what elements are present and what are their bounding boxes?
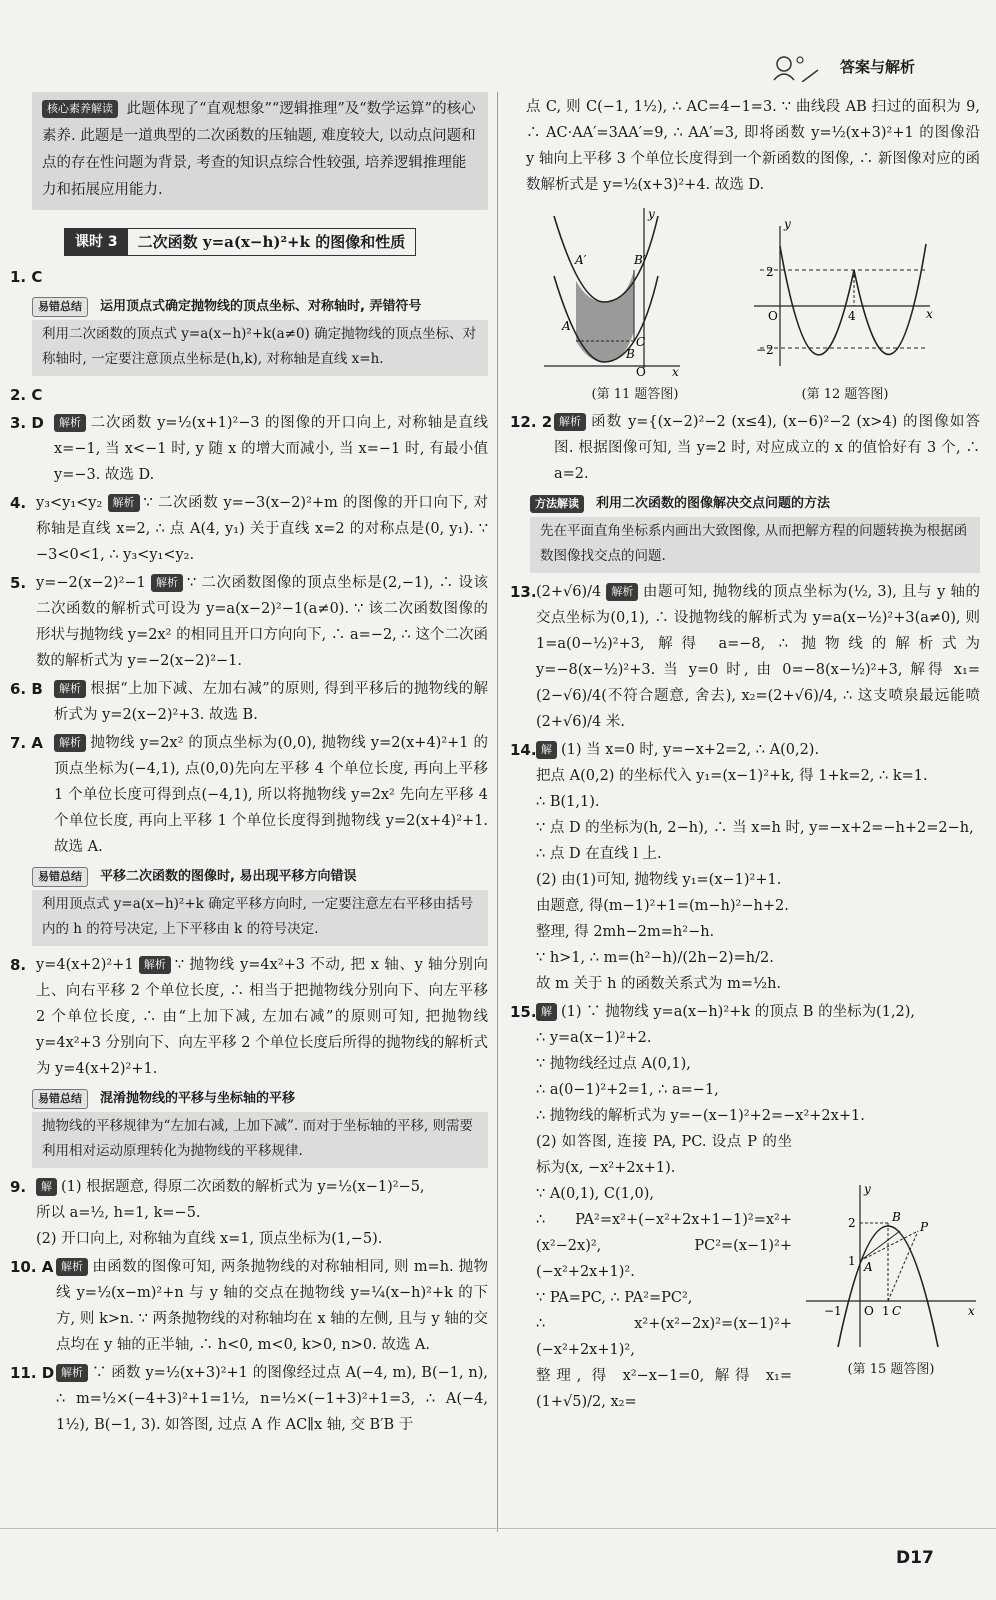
- question-number: 3. D: [10, 414, 44, 432]
- method-tag: 方法解读: [530, 495, 584, 513]
- error-summary-tag: 易错总结: [32, 1089, 88, 1109]
- solution-line: ∴ y=a(x−1)²+2.: [536, 1030, 652, 1046]
- svg-text:−2: −2: [756, 343, 774, 357]
- note-title: 运用顶点式确定抛物线的顶点坐标、对称轴时, 弄错符号: [100, 299, 422, 314]
- note-body: 抛物线的平移规律为“左加右减, 上加下减”. 而对于坐标轴的平移, 则需要利用相对运动原理转化为抛物线的平移规律.: [32, 1112, 488, 1168]
- answer-item: [10, 952, 488, 1082]
- svg-text:2: 2: [766, 265, 774, 279]
- svg-text:O: O: [768, 309, 778, 323]
- question-number: 14.: [510, 741, 537, 759]
- answer-item: [10, 382, 488, 408]
- error-summary-tag: 易错总结: [32, 867, 88, 887]
- analysis-tag: 解析: [606, 583, 638, 601]
- answer-text: 由函数的图像可知, 两条抛物线的对称轴相同, 则 m=h. 抛物线 y=½(x−m)²+n 与 y 轴的交点在抛物线 y=¼(x−h)²+k 的下方, 则 k>n. ∵ 两条抛物线的对称轴均在 x 轴的左侧, 且与 y 轴的交点均在 y 轴的正半轴, ∴ h<0, m<0, k>0, n>0. 故选 A.: [56, 1259, 488, 1353]
- svg-text:B′: B′: [634, 253, 646, 267]
- figure-12: [750, 206, 940, 405]
- svg-text:x: x: [926, 307, 933, 321]
- svg-text:C: C: [636, 335, 646, 349]
- answer-text: 由题可知, 抛物线的顶点坐标为(½, 3), 且与 y 轴的交点坐标为(0,1), ∴ 设抛物线的解析式为 y=a(x−½)²+3(a≠0), 则 1=a(0−½)²+3, 解得 a=−8, ∴ 抛物线的解析式为 y=−8(x−½)²+3. 当 y=0 时, 由 0=−8(x−½)²+3, 解得 x₁=(2−√6)/4(不符合题意, 舍去), x₂=(2+√6)/4, ∴ 这支喷泉最远能喷 (2+√6)/4 米.: [536, 584, 980, 730]
- solution-line: 把点 A(0,2) 的坐标代入 y₁=(x−1)²+k, 得 1+k=2, ∴ k=1.: [536, 768, 928, 784]
- figure-15: [802, 1181, 980, 1380]
- question-number: 11. D: [10, 1364, 55, 1382]
- core-literacy-tag: 核心素养解读: [42, 100, 118, 118]
- answer-item: [510, 999, 980, 1415]
- svg-text:A: A: [562, 319, 571, 333]
- error-summary-note: [32, 864, 488, 946]
- analysis-tag: 解析: [108, 494, 140, 512]
- figure-caption: (第 11 题答图): [591, 387, 679, 402]
- error-summary-note: [32, 294, 488, 376]
- svg-text:y: y: [648, 207, 655, 221]
- figure-caption: (第 12 题答图): [801, 387, 889, 402]
- solution-line: ∴ B(1,1).: [536, 794, 600, 810]
- note-title: 平移二次函数的图像时, 易出现平移方向错误: [100, 869, 357, 884]
- answer-text: ∵ 函数 y=½(x+3)²+1 的图像经过点 A(−4, m), B(−1, n), ∴ m=½×(−4+3)²+1=1½, n=½×(−1+3)²+1=3, ∴ A(−4, 1½), B(−1, 3). 如答图, 过点 A 作 AC∥x 轴, 交 B′B 于: [56, 1365, 488, 1433]
- svg-text:B: B: [626, 347, 635, 361]
- solution-tag: 解: [36, 1178, 57, 1196]
- answer-value: y=4(x+2)²+1: [36, 957, 134, 973]
- solution-line: (1) ∵ 抛物线 y=a(x−h)²+k 的顶点 B 的坐标为(1,2),: [561, 1004, 916, 1020]
- answer-text: 点 C, 则 C(−1, 1½), ∴ AC=4−1=3. ∵ 曲线段 AB 扫过的面积为 9, ∴ AC·AA′=3AA′=9, ∴ AA′=3, 即将函数 y=½(x+3)²+1 的图像沿 y 轴向上平移 3 个单位长度得到一个新函数的图像, ∴ 新图像对应的函数解析式是 y=½(x+3)²+4. 故选 D.: [526, 99, 980, 193]
- error-summary-note: [32, 1086, 488, 1168]
- question-number: 10. A: [10, 1258, 54, 1276]
- page-header: [770, 52, 970, 86]
- figure-11: [540, 206, 730, 405]
- note-head: [530, 491, 980, 517]
- answer-item: [10, 490, 488, 568]
- solution-line: ∵ 点 D 的坐标为(h, 2−h), ∴ 当 x=h 时, y=−x+2=−h+2=2−h,: [536, 820, 974, 836]
- answer-item: [10, 1254, 488, 1358]
- lesson-number: 课时 3: [65, 229, 128, 255]
- solution-line: (1) 当 x=0 时, y=−x+2=2, ∴ A(0,2).: [561, 742, 820, 758]
- answer-item: [10, 730, 488, 860]
- left-column: [10, 92, 488, 1440]
- answer-item: [510, 94, 980, 198]
- core-literacy-box: [32, 92, 488, 210]
- solution-line: 故 m 关于 h 的函数关系式为 m=½h.: [536, 976, 782, 992]
- answer-item: [10, 676, 488, 728]
- page-number: D17: [896, 1548, 934, 1568]
- svg-text:O: O: [636, 365, 646, 376]
- method-note: [530, 491, 980, 573]
- parabola-shift-graph: [540, 206, 730, 376]
- solution-line: (2) 如答图, 连接 PA, PC. 设点 P 的坐标为(x, −x²+2x+1).: [536, 1134, 792, 1176]
- figure-caption: (第 15 题答图): [847, 1362, 935, 1377]
- question-number: 7. A: [10, 734, 43, 752]
- note-title: 混淆抛物线的平移与坐标轴的平移: [100, 1091, 296, 1106]
- lesson-title: 二次函数 y=a(x−h)²+k 的图像和性质: [137, 233, 406, 251]
- svg-text:2: 2: [848, 1216, 856, 1230]
- note-body: 利用二次函数的顶点式 y=a(x−h)²+k(a≠0) 确定抛物线的顶点坐标、对称轴时, 一定要注意顶点坐标是(h,k), 对称轴是直线 x=h.: [32, 320, 488, 376]
- svg-text:1: 1: [848, 1254, 856, 1268]
- question-number: 4.: [10, 494, 27, 512]
- answer-value: (2+√6)/4: [536, 584, 602, 600]
- solution-line: (2) 由(1)可知, 抛物线 y₁=(x−1)²+1.: [536, 872, 782, 888]
- lesson-heading: [64, 228, 416, 256]
- answer-value: y=−2(x−2)²−1: [36, 575, 146, 591]
- core-literacy-text: 此题体现了“直观想象”“逻辑推理”及“数学运算”的核心素养. 此题是一道典型的二次函数的压轴题, 难度较大, 以动点问题和点的存在性问题为背景, 考查的知识点综合性较强, 培养逻辑推理能力和拓展应用能力.: [42, 101, 476, 198]
- note-head: [32, 294, 488, 320]
- solution-tag: 解: [536, 1003, 557, 1021]
- solution-line: 由题意, 得(m−1)²+1=(m−h)²−h+2.: [536, 898, 789, 914]
- note-title: 利用二次函数的图像解决交点问题的方法: [596, 496, 831, 511]
- answer-text: (2) 开口向上, 对称轴为直线 x=1, 顶点坐标为(1,−5).: [36, 1231, 383, 1247]
- footer-rule: [0, 1528, 996, 1529]
- solution-line: ∵ 抛物线经过点 A(0,1),: [536, 1056, 691, 1072]
- header-title: 答案与解析: [840, 58, 916, 76]
- analysis-tag: 解析: [54, 734, 86, 752]
- solution-line: 整理, 得 2mh−2m=h²−h.: [536, 924, 715, 940]
- column-divider: [497, 92, 498, 1532]
- analysis-tag: 解析: [54, 414, 86, 432]
- question-number: 15.: [510, 1003, 537, 1021]
- svg-text:B: B: [892, 1210, 901, 1224]
- answer-item: [10, 1174, 488, 1252]
- answer-text: ∵ 二次函数 y=−3(x−2)²+m 的图像的开口向下, 对称轴是直线 x=2, ∴ 点 A(4, y₁) 关于直线 x=2 的对称点是(0, y₁). ∵ −3<0<1, ∴ y₃<y₁<y₂.: [36, 495, 488, 563]
- answer-value: y₃<y₁<y₂: [36, 495, 103, 511]
- question-number: 1. C: [10, 268, 43, 286]
- svg-text:4: 4: [848, 309, 856, 323]
- analysis-tag: 解析: [56, 1258, 88, 1276]
- question-number: 6. B: [10, 680, 43, 698]
- analysis-tag: 解析: [139, 956, 171, 974]
- question-number: 5.: [10, 574, 27, 592]
- answer-text: ∵ 抛物线 y=4x²+3 不动, 把 x 轴、y 轴分别向上、向右平移 2 个单位长度, ∴ 相当于把抛物线分别向下、向左平移 2 个单位长度, ∴ 由“上加下减, 左加右减”的原则可知, 把抛物线 y=4x²+3 分别向下、向左平移 2 个单位长度后所得的抛物线的解析式为 y=4(x+2)²+1.: [36, 957, 488, 1077]
- note-body: 利用顶点式 y=a(x−h)²+k 确定平移方向时, 一定要注意左右平移由括号内的 h 的符号决定, 上下平移由 k 的符号决定.: [32, 890, 488, 946]
- piecewise-parabola-graph: [750, 206, 940, 376]
- answer-text: 二次函数 y=½(x+1)²−3 的图像的开口向上, 对称轴是直线 x=−1, 当 x<−1 时, y 随 x 的增大而减小, 当 x=−1 时, 有最小值 y=−3. 故选 D.: [54, 415, 488, 483]
- answer-text: (1) 根据题意, 得原二次函数的解析式为 y=½(x−1)²−5,: [61, 1179, 425, 1195]
- svg-text:x: x: [968, 1304, 975, 1318]
- solution-line: ∵ h>1, ∴ m=(h²−h)/(2h−2)=h/2.: [536, 950, 774, 966]
- right-column: [510, 92, 980, 1417]
- answer-text: 抛物线 y=2x² 的顶点坐标为(0,0), 抛物线 y=2(x+4)²+1 的顶点坐标为(−4,1), 点(0,0)先向左平移 4 个单位长度, 再向上平移 1 个单位长度可得到点(−4,1), 所以将抛物线 y=2x² 先向左平移 4 个单位长度, 再向上平移 1 个单位长度得到抛物线 y=2(x+4)²+1. 故选 A.: [54, 735, 488, 855]
- svg-text:A′: A′: [575, 253, 587, 267]
- answer-text: ∵ 二次函数图像的顶点坐标是(2,−1), ∴ 设该二次函数的解析式可设为 y=a(x−2)²−1(a≠0). ∵ 该二次函数图像的形状与抛物线 y=2x² 的相同且开口方向向下, ∴ a=−2, ∴ 这个二次函数的解析式为 y=−2(x−2)²−1.: [36, 575, 489, 669]
- svg-text:y: y: [864, 1182, 871, 1196]
- analysis-tag: 解析: [54, 680, 86, 698]
- thinking-person-icon: [770, 52, 820, 82]
- question-number: 2. C: [10, 386, 43, 404]
- analysis-tag: 解析: [56, 1364, 88, 1382]
- answer-text: 所以 a=½, h=1, k=−5.: [36, 1205, 201, 1221]
- question-number: 12. 2: [510, 413, 553, 431]
- svg-text:y: y: [784, 217, 791, 231]
- answer-item: [510, 579, 980, 735]
- note-head: [32, 864, 488, 890]
- note-body: 先在平面直角坐标系内画出大致图像, 从而把解方程的问题转换为根据函数图像找交点的问题.: [530, 517, 980, 573]
- svg-text:O: O: [864, 1304, 874, 1318]
- answer-item: [10, 570, 488, 674]
- solution-line: ∴ PA²=x²+(−x²+2x+1−1)²=x²+(x²−2x)², PC²=(x−1)²+(−x²+2x+1)².: [536, 1212, 792, 1280]
- solution-line: ∵ PA=PC, ∴ PA²=PC²,: [536, 1290, 693, 1306]
- note-head: [32, 1086, 488, 1112]
- figure-row: [540, 206, 940, 405]
- analysis-tag: 解析: [554, 413, 586, 431]
- svg-text:A: A: [864, 1260, 873, 1274]
- parabola-point-graph: [802, 1181, 980, 1351]
- solution-tag: 解: [536, 741, 557, 759]
- solution-line: ∴ a(0−1)²+2=1, ∴ a=−1,: [536, 1082, 719, 1098]
- question-number: 13.: [510, 583, 537, 601]
- solution-line: ∴ 点 D 在直线 l 上.: [536, 846, 662, 862]
- solution-line: ∴ 抛物线的解析式为 y=−(x−1)²+2=−x²+2x+1.: [536, 1108, 865, 1124]
- question-number: 8.: [10, 956, 27, 974]
- analysis-tag: 解析: [151, 574, 183, 592]
- solution-line: ∵ A(0,1), C(1,0),: [536, 1186, 654, 1202]
- answer-text: 函数 y={(x−2)²−2 (x≤4), (x−6)²−2 (x>4) 的图像如答图. 根据图像可知, 当 y=2 时, 对应成立的 x 的值恰好有 3 个, ∴ a=2.: [554, 414, 980, 482]
- svg-text:1: 1: [882, 1304, 890, 1318]
- solution-line: 整理, 得 x²−x−1=0, 解得 x₁=(1+√5)/2, x₂=: [536, 1368, 792, 1410]
- error-summary-tag: 易错总结: [32, 297, 88, 317]
- solution-line: ∴ x²+(x²−2x)²=(x−1)²+(−x²+2x+1)²,: [536, 1316, 792, 1358]
- svg-text:x: x: [672, 365, 679, 376]
- answer-item: [10, 264, 488, 290]
- question-number: 9.: [10, 1178, 27, 1196]
- answer-item: [10, 1360, 488, 1438]
- answer-item: [510, 737, 980, 997]
- answer-item: [10, 410, 488, 488]
- svg-text:P: P: [920, 1220, 929, 1234]
- answer-item: [510, 409, 980, 487]
- svg-text:−1: −1: [824, 1304, 842, 1318]
- answer-text: 根据“上加下减、左加右减”的原则, 得到平移后的抛物线的解析式为 y=2(x−2)²+3. 故选 B.: [54, 681, 488, 723]
- svg-text:C: C: [892, 1304, 902, 1318]
